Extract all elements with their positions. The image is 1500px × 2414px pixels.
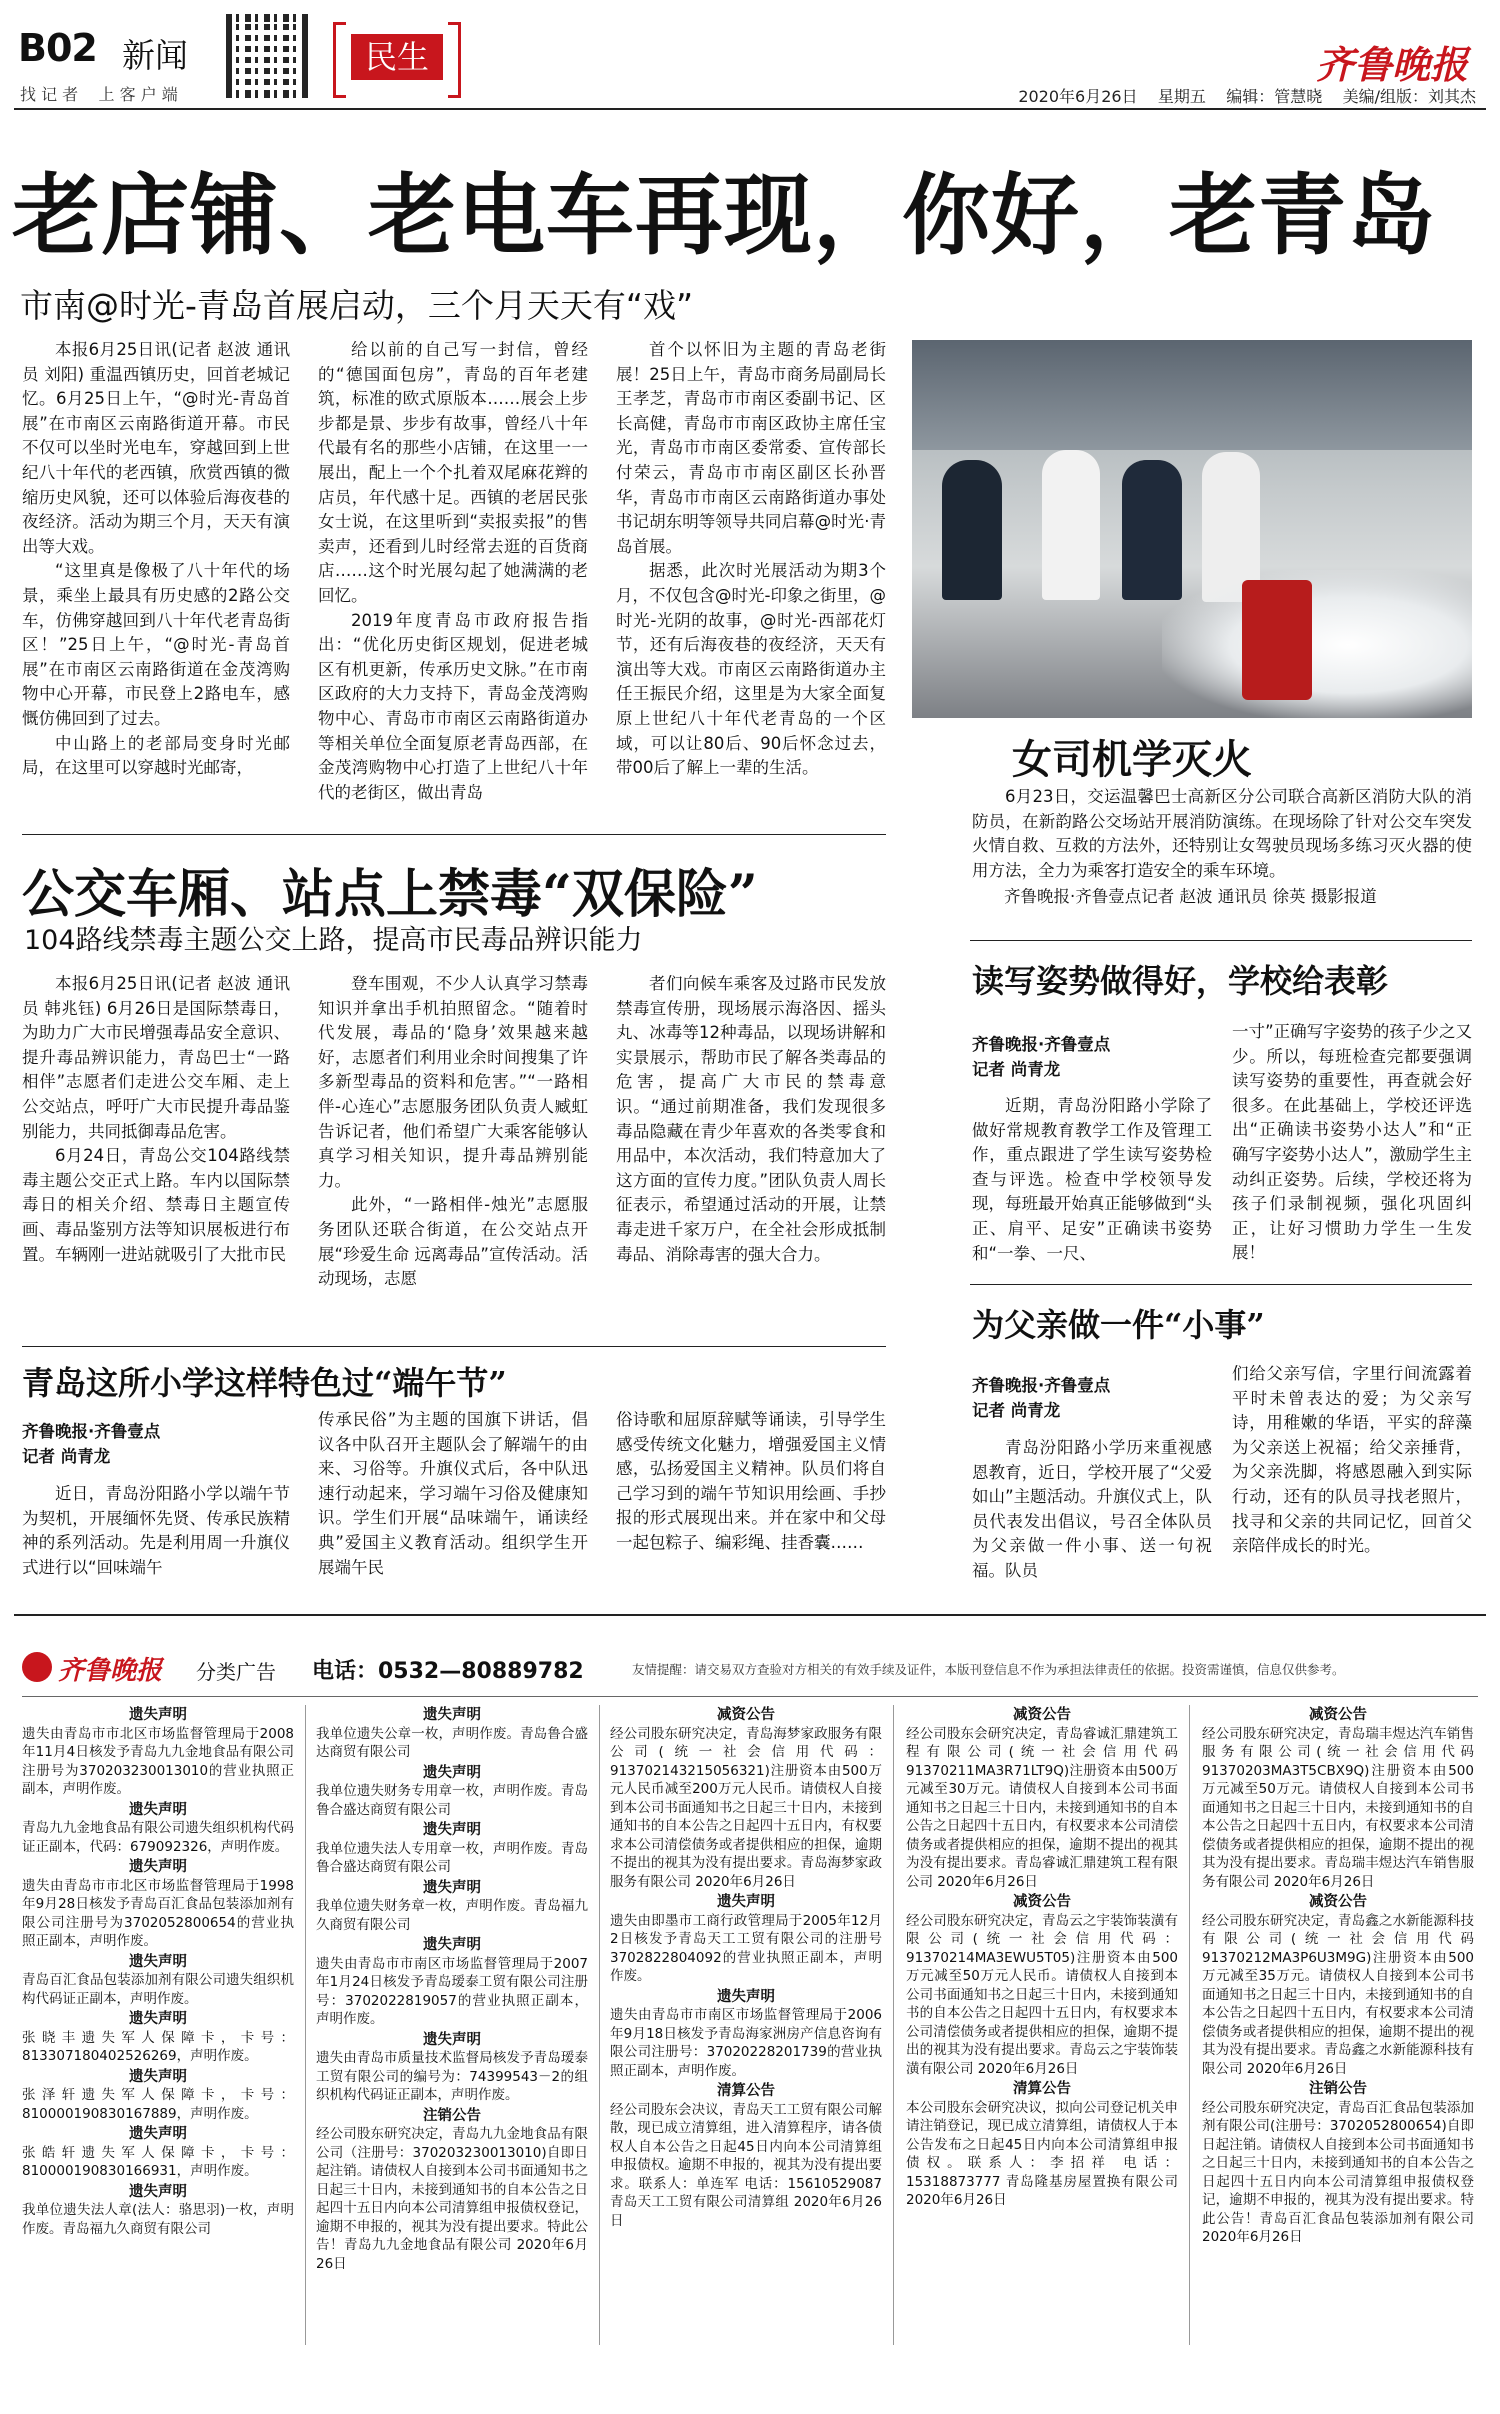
ads-column: [316, 1704, 588, 2354]
ad-heading: 遗失声明: [423, 2031, 481, 2048]
ad-heading: 清算公告: [1013, 2081, 1071, 2097]
ad-body: 我单位遗失财务章一枚，声明作废。青岛福九久商贸有限公司: [316, 1898, 588, 1933]
channel-tag: [333, 22, 461, 92]
posture-byline: 齐鲁晚报·齐鲁壹点 记者 尚青龙: [972, 1035, 1111, 1079]
ads-divider: [305, 1705, 306, 2345]
photo-caption: 6月23日，交运温馨巴士高新区分公司联合高新区消防大队的消防员，在新韵路公交场站开展消防演练。在现场除了针对公交车突发火情自救、互救的方法外，还特别让女驾驶员现场多练习灭火器的使用方法，全力为乘客打造安全的乘车环境。: [972, 787, 1472, 880]
ad-body: 经公司股东研究决定，青岛鑫之水新能源科技有限公司(统一社会信用代码91370212MA3P6U3M9G)注册资本由500万元减至35万元。请债权人自接到本公司书面通知书之日起三十日内，未接到通知书的自本公告之日起四十五日内，有权要求本公司清偿债务或者提供相应的担保，逾期不提出的视其为没有提出要求。青岛鑫之水新能源科技有限公司 2020年6月26日: [1202, 1912, 1474, 2077]
ad-heading: 遗失声明: [129, 2011, 187, 2027]
ad-body: 经公司股东研究决定，青岛云之宇装饰装潢有限公司(统一社会信用代码：91370214MA3EWU5T05)注册资本由500万元减至50万元人民币。请债权人自接到本公司书面通知书之日起三十日内，未接到通知书的自本公告之日起四十五日内，有权要求本公司清偿债务或者提供相应的担保，逾期不提出的视其为没有提出要求。青岛云之宇装饰装潢有限公司 2020年6月26日: [906, 1912, 1178, 2077]
ad-heading: 减资公告: [1013, 1894, 1071, 1910]
ad-body: 青岛九九金地食品有限公司遗失组织机构代码证正副本，代码：679092326，声明作废。: [22, 1820, 294, 1855]
section-name: 新闻: [122, 36, 188, 75]
ad-heading: 遗失声明: [129, 2126, 187, 2142]
father-col-2: 们给父亲写信，字里行间流露着平时未曾表达的爱；为父亲写诗，用稚嫩的华语，平实的辞藻为父亲送上祝福；给父亲捶背，为父亲洗脚，将感恩融入到实际行动，还有的队员寻找老照片，找寻和父亲的共同记忆，回首父亲陪伴成长的时光。: [1232, 1364, 1472, 1556]
ad-heading: 减资公告: [1309, 1707, 1367, 1723]
ad-heading: 减资公告: [717, 1707, 775, 1723]
qr-code: [226, 14, 310, 98]
ad-body: 经公司股东研究决定，青岛九九金地食品有限公司（注册号：370203230013010)自即日起注销。请债权人自接到本公司书面通知书之日起三十日内，未接到通知书的自本公告之日起四十五日内向本公司清算组申报债权登记，逾期不申报的，视其为没有提出要求。特此公告！青岛九九金地食品有限公司 2020年6月26日: [316, 2126, 588, 2272]
ad-heading: 减资公告: [1309, 1894, 1367, 1910]
father-headline: 为父亲做一件“小事”: [972, 1306, 1265, 1344]
ad-heading: 遗失声明: [423, 1822, 481, 1838]
ads-notice: 友情提醒：请交易双方查验对方相关的有效手续及证件，本版刊登信息不作为承担法律责任的依据。投资需谨慎，信息仅供参考。: [632, 1662, 1345, 1677]
ad-body: 遗失由青岛市市南区市场监督管理局于2006年9月18日核发予青岛海家洲房产信息咨询有限公司注册号：370202282​01739的营业执照正副本，声明作废。: [610, 2007, 882, 2079]
ad-heading: 清算公告: [717, 2083, 775, 2099]
photo-title: 女司机学灭火: [1012, 736, 1252, 783]
ads-divider: [893, 1705, 894, 2345]
ad-body: 我单位遗失法人章(法人：骆思羽)一枚，声明作废。青岛福九久商贸有限公司: [22, 2202, 294, 2237]
ad-heading: 遗失声明: [129, 1801, 187, 1818]
ad-heading: 注销公告: [1309, 2081, 1367, 2097]
ad-heading: 遗失声明: [129, 1707, 187, 1723]
dragon-headline: 青岛这所小学这样特色过“端午节”: [22, 1364, 507, 1402]
ad-body: 经公司股东研究决定，青岛海梦家政服务有限公司(统一社会信用代码：91370214321505632​1)注册资本由500万元人民币减至200万元人民币。请债权人自接到本公司书面通知书之日起三十日内，未接到通知书的自本公告之日起四十五日内，有权要求本公司清偿债务或者提供相应的担保，逾期不提出的视其为没有提出要求。青岛海梦家政服务有限公司 2020年6月26日: [610, 1725, 882, 1890]
ad-body: 遗失由青岛市市北区市场监督管理局于1998年9月28日核发予青岛百汇食品包装添加剂有限公司注册号为370205280065​4的营业执照正副本，声明作废。: [22, 1877, 294, 1949]
ad-heading: 遗失声明: [717, 1894, 775, 1910]
lead-subtitle: 市南@时光-青岛首展启动，三个月天天有“戏”: [20, 286, 694, 325]
ads-column: [1202, 1704, 1474, 2354]
ad-body: 张晓丰遗失军人保障卡，卡号：81330718040252​6269，声明作废。: [22, 2029, 294, 2064]
posture-headline: 读写姿势做得好，学校给表彰: [972, 962, 1389, 1000]
drug-headline: 公交车厢、站点上禁毒“双保险”: [22, 864, 758, 925]
ad-body: 本公司股东会研究决议，拟向公司登记机关申请注销登记，现已成立清算组，请债权人于本公告发布之日起45日内向本公司清算组申报债权。联系人：李招祥 电话：15318873777 青岛隆基房屋置换有限公司 2020年6月26日: [906, 2099, 1178, 2208]
ads-column: [22, 1704, 294, 2354]
ad-heading: 减资公告: [1013, 1707, 1071, 1723]
lead-col-1: 本报6月25日讯(记者 赵波 通讯员 刘阳) 重温西镇历史，回首老城记忆。6月25日上午，“@时光-青岛首展”在市南区云南路街道开幕。市民不仅可以坐时光电车，穿越回到上世纪八十年代的老西镇，欣赏西镇的微缩历史风貌，还可以体验后海夜巷的夜经济。活动为期三个月，天天有演出等大戏。 “这里真是像极了八十年代的场景，乘坐上最具有历史感的2路公交车，仿佛穿越回到八十年代老青岛街区！”25日上午，“@时光-青岛首展”在市南区云南路街道在金茂湾购物中心开幕，市民登上2路电车，感慨仿佛回到了过去。 中山路上的老部局变身时光邮局，在这里可以穿越时光邮寄，: [22, 340, 290, 778]
ad-heading: 遗失声明: [423, 1764, 481, 1781]
father-col-1: 青岛汾阳路小学历来重视感恩教育，近日，学校开展了“父爱如山”主题活动。升旗仪式上，队员代表发出倡议，号召全体队员为父亲做一件小事、送一句祝福。队员: [972, 1438, 1212, 1580]
ad-body: 经公司股东会研究决定，青岛睿诚汇鼎建筑工程有限公司(统一社会信用代码91370211MA3R71LT9Q)注册资本由500万元减至30万元。请债权人自接到本公司书面通知书之日起三十日内，未接到通知书的自本公告之日起四十五日内，有权要求本公司清偿债务或者提供相应的担保，逾期不提出的视其为没有提出要求。青岛睿诚汇鼎建筑工程有限公司 2020年6月26日: [906, 1725, 1178, 1890]
lead-col-2: 给以前的自己写一封信，曾经的“德国面包房”，青岛的百年老建筑，标准的欧式原版本……展会上步步都是景、步步有故事，曾经八十年代最有名的那些小店铺，在这里一一展出，配上一个个扎着双尾麻花辫的店员，年代感十足。西镇的老居民张女士说，在这里听到“卖报卖报”的售卖声，还看到儿时经常去逛的百货商店……这个时光展勾起了她满满的老回忆。 2019年度青岛市政府报告指出：“优化历史街区规划，促进老城区有机更新，传承历史文脉。”在市南区政府的大力支持下，青岛金茂湾购物中心、青岛市市南区云南路街道办等相关单位全面复原老青岛西部，在金茂湾购物中心打造了上世纪八十年代的老街区，做出青岛: [318, 340, 588, 802]
ad-heading: 遗失声明: [129, 2068, 187, 2085]
photo-credit: 齐鲁晚报·齐鲁壹点记者 赵波 通讯员 徐英 摄影报道: [1004, 887, 1377, 906]
lead-headline: 老店铺、老电车再现，你好，老青岛: [12, 163, 1437, 267]
ad-body: 遗失由即墨市工商行政管理局于2005年12月2日核发予青岛天工工贸有限公司的注册号370282280409​2的营业执照正副本，声明作废。: [610, 1912, 882, 1984]
ad-body: 经公司股东研究决定，青岛瑞丰煜达汽车销售服务有限公司(统一社会信用代码91370203MA3T5CBX9Q)注册资本由500万元减至50万元。请债权人自接到本公司书面通知书之日起三十日内，未接到通知书的自本公告之日起四十五日内，有权要求本公司清偿债务或者提供相应的担保，逾期不提出的视其为没有提出要求。青岛瑞丰煜达汽车销售服务有限公司 2020年6月26日: [1202, 1725, 1474, 1890]
masthead-tagline: 找 记 者 上 客 户 端: [20, 85, 178, 104]
ads-column: [906, 1704, 1178, 2354]
ad-body: 我单位遗失财务专用章一枚，声明作废。青岛鲁合盛达商贸有限公司: [316, 1783, 588, 1818]
ad-body: 我单位遗失法人专用章一枚，声明作废。青岛鲁合盛达商贸有限公司: [316, 1840, 588, 1875]
ads-column: [610, 1704, 882, 2354]
ad-body: 张泽轩遗失军人保障卡，卡号：81000019083016​7889，声明作废。: [22, 2087, 294, 2122]
ads-label: 分类广告: [196, 1660, 276, 1684]
ad-heading: 遗失声明: [717, 1988, 775, 2005]
drug-col-2: 登车围观，不少人认真学习禁毒知识并拿出手机拍照留念。“随着时代发展，毒品的‘隐身’效果越来越好，志愿者们利用业余时间搜集了许多新型毒品的资料和危害。”“一路相伴-心连心”志愿服务团队负责人臧虹告诉记者，他们希望广大乘客能够认真学习相关知识，提升毒品辨别能力。 此外，“一路相伴-烛光”志愿服务团队还联合街道，在公交站点开展“珍爱生命 远离毒品”宣传活动。活动现场，志愿: [318, 974, 588, 1289]
ad-heading: 遗失声明: [129, 2183, 187, 2200]
page-number: B02: [18, 26, 97, 70]
ad-body: 经公司股东研究决定，青岛百汇食品包装添加剂有限公司(注册号：370205280065​4)自即日起注销。请债权人自接到本公司书面通知书之日起三十日内，未接到通知书的自本公告之日起四十五日内向本公司清算组申报债权登记，逾期不申报的，视其为没有提出要求。特此公告！青岛百汇食品包装添加剂有限公司 2020年6月26日: [1202, 2099, 1474, 2245]
dragon-col-3: 俗诗歌和屈原辞赋等诵读，引导学生感受传统文化魅力，增强爱国主义情感，弘扬爱国主义精神。队员们将自己学习到的端午节知识用绘画、手抄报的形式展现出来。并在家中和父母一起包粽子、编彩绳、挂香囊……: [616, 1410, 886, 1552]
ads-header: [22, 1648, 1478, 1688]
ad-body: 经公司股东会决议，青岛天工工贸有限公司解散，现已成立清算组，进入清算程序，请各债权人自本公告之日起45日内向本公司清算组申报债权。逾期不申报的，视其为没有提出要求。联系人：单连军 电话：15610529087 青岛天工工贸有限公司清算组 2020年6月26日: [610, 2101, 882, 2229]
ads-divider: [1189, 1705, 1190, 2345]
ad-heading: 遗失声明: [423, 1937, 481, 1953]
father-byline: 齐鲁晚报·齐鲁壹点 记者 尚青龙: [972, 1376, 1111, 1420]
paper-logo: 齐鲁晚报: [1315, 42, 1468, 87]
ads-brand: 齐鲁晚报: [58, 1656, 163, 1686]
ad-body: 遗失由青岛市质量技术监督局核发予青岛瑷泰工贸有限公司的编号为：74399543－2的组织机构代码证正副本，声明作废。: [316, 2050, 588, 2103]
ad-heading: 遗失声明: [129, 1859, 187, 1875]
dragon-byline: 齐鲁晚报·齐鲁壹点 记者 尚青龙: [22, 1422, 161, 1466]
lead-col-3: 首个以怀旧为主题的青岛老街展！25日上午，青岛市商务局副局长王孝芝，青岛市市南区委副书记、区长高健，青岛市市南区政协主席任宝光，青岛市市南区委常委、宣传部长付荣云，青岛市市南区副区长孙晋华，青岛市市南区云南路街道办事处书记胡东明等领导共同启幕@时光·青岛首展。 据悉，此次时光展活动为期3个月，不仅包含@时光-印象之街里，@时光-光阴的故事，@时光-西部花灯节，还有后海夜巷的夜经济，天天有演出等大戏。市南区云南路街道办主任王振民介绍，这里是为大家全面复原上世纪八十年代老青岛的一个区域，可以让80后、90后怀念过去，带00后了解上一辈的生活。: [616, 340, 886, 778]
ad-body: 张皓轩遗失军人保障卡，卡号：81000019083016​6931，声明作废。: [22, 2144, 294, 2179]
drug-subtitle: 104路线禁毒主题公交上路，提高市民毒品辨识能力: [24, 925, 643, 956]
fire-drill-photo: [912, 340, 1472, 718]
channel-label: 民生: [351, 34, 443, 80]
posture-col-2: 一寸”正确写字姿势的孩子少之又少。所以，每班检查完都要强调读写姿势的重要性，再查就会好很多。在此基础上，学校还评选出“正确读书姿势小达人”和“正确写字姿势小达人”，激励学生主动纠正姿势。后续，学校还将为孩子们录制视频，强化巩固纠正，让好习惯助力学生一生发展！: [1232, 1022, 1472, 1263]
ad-body: 青岛百汇食品包装添加剂有限公司遗失组织机构代码证正副本，声明作废。: [22, 1972, 294, 2007]
ad-body: 遗失由青岛市市南区市场监督管理局于2007年1月24日核发予青岛瑷泰工贸有限公司注册号：370202281​9057的营业执照正副本，声明作废。: [316, 1955, 588, 2027]
ad-body: 遗失由青岛市市北区市场监督管理局于2008年11月4日核发予青岛九九金地食品有限公司注册号为370203230013010的营业执照正副本，声明作废。: [22, 1725, 294, 1797]
ads-phone: 电话：0532—80889782: [312, 1659, 584, 1684]
ad-heading: 遗失声明: [423, 1879, 481, 1896]
dragon-col-1: 近日，青岛汾阳路小学以端午节为契机，开展缅怀先贤、传承民族精神的系列活动。先是利用周一升旗仪式进行以“回味端午: [22, 1484, 290, 1577]
dragon-col-2: 传承民俗”为主题的国旗下讲话，倡议各中队召开主题队会了解端午的由来、习俗等。升旗仪式后，各中队迅速行动起来，学习端午习俗及健康知识。学生们开展“品味端午，诵读经典”爱国主义教育活动。组织学生开展端午民: [318, 1410, 588, 1577]
ad-heading: 注销公告: [423, 2107, 481, 2124]
ads-divider: [599, 1705, 600, 2345]
issue-meta: 2020年6月26日 星期五 编辑：管慧晓 美编/组版：刘其杰: [1018, 87, 1476, 106]
posture-col-1: 近期，青岛汾阳路小学除了做好常规教育教学工作及管理工作，重点跟进了学生读写姿势检查与评选。检查中学校领导发现，每班最开始真正能够做到“头正、肩平、足安”正确读书姿势和“一拳、一尺、: [972, 1096, 1212, 1263]
ads-logo-icon: [22, 1652, 52, 1682]
ad-body: 我单位遗失公章一枚，声明作废。青岛鲁合盛达商贸有限公司: [316, 1725, 588, 1760]
drug-col-1: 本报6月25日讯(记者 赵波 通讯员 韩兆钰) 6月26日是国际禁毒日，为助力广大市民增强毒品安全意识、提升毒品辨识能力，青岛巴士“一路相伴”志愿者们走进公交车厢、走上公交站点，呼吁广大市民提升毒品鉴别能力，共同抵御毒品危害。 6月24日，青岛公交104路线禁毒主题公交正式上路。车内以国际禁毒日的相关介绍、禁毒日主题宣传画、毒品鉴别方法等知识展板进行布置。车辆刚一进站就吸引了大批市民: [22, 974, 290, 1264]
ad-heading: 遗失声明: [423, 1707, 481, 1723]
ad-heading: 遗失声明: [129, 1953, 187, 1970]
drug-col-3: 者们向候车乘客及过路市民发放禁毒宣传册，现场展示海洛因、摇头丸、冰毒等12种毒品，以现场讲解和实景展示，帮助市民了解各类毒品的危害，提高广大市民的禁毒意识。“通过前期准备，我们发现很多毒品隐藏在青少年喜欢的各类零食和用品中，本次活动，我们特意加大了这方面的宣传力度。”团队负责人周长征表示，希望通过活动的开展，让禁毒走进千家万户，在全社会形成抵制毒品、消除毒害的强大合力。: [616, 974, 886, 1264]
